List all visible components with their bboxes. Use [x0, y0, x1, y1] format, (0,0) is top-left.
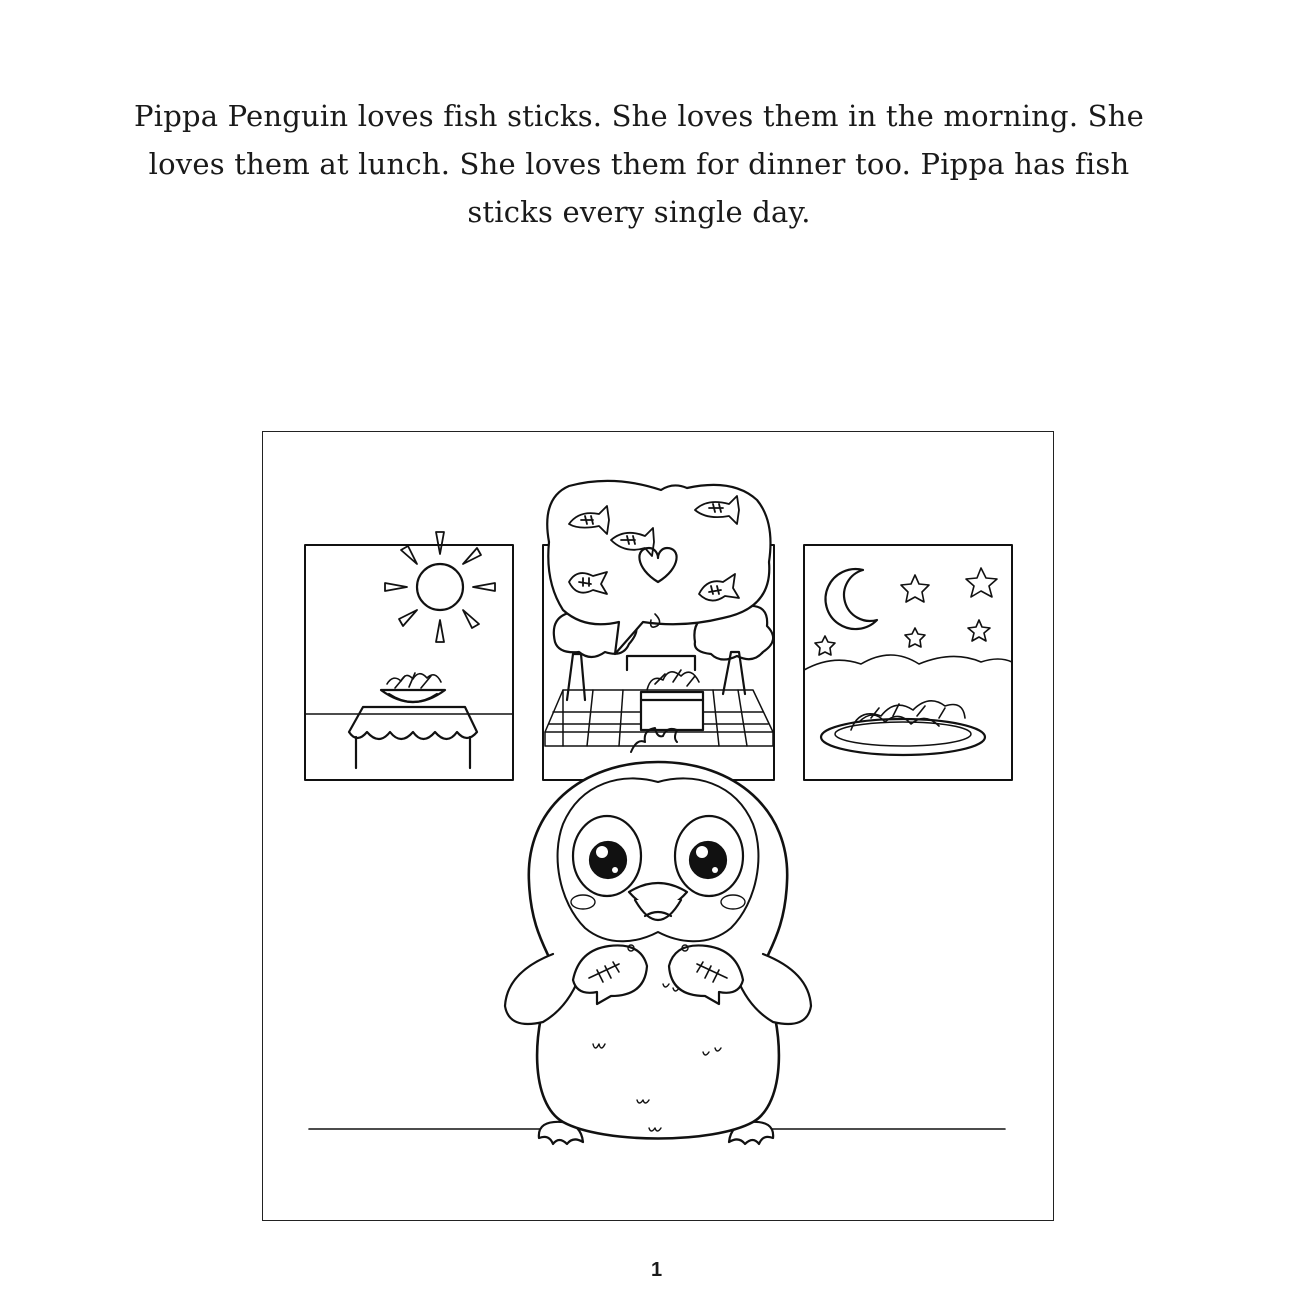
table-with-bowl	[349, 673, 477, 768]
night-panel	[804, 545, 1012, 780]
morning-panel	[305, 532, 513, 780]
page-number: 1	[650, 1259, 663, 1281]
dinner-plate	[821, 701, 985, 755]
sun-icon	[385, 532, 495, 642]
story-paragraph: Pippa Penguin loves fish sticks. She loves them in the morning. She loves them at lunch. She loves them for dinner too. Pippa has fish sticks every single day.	[134, 99, 1144, 229]
stars	[815, 568, 997, 655]
thought-bubble	[547, 481, 770, 654]
illustration-frame	[262, 431, 1054, 1221]
moon-icon	[826, 569, 877, 629]
picnic-basket	[627, 656, 703, 730]
coloring-illustration	[263, 432, 1053, 1220]
penguin-character	[505, 728, 811, 1144]
